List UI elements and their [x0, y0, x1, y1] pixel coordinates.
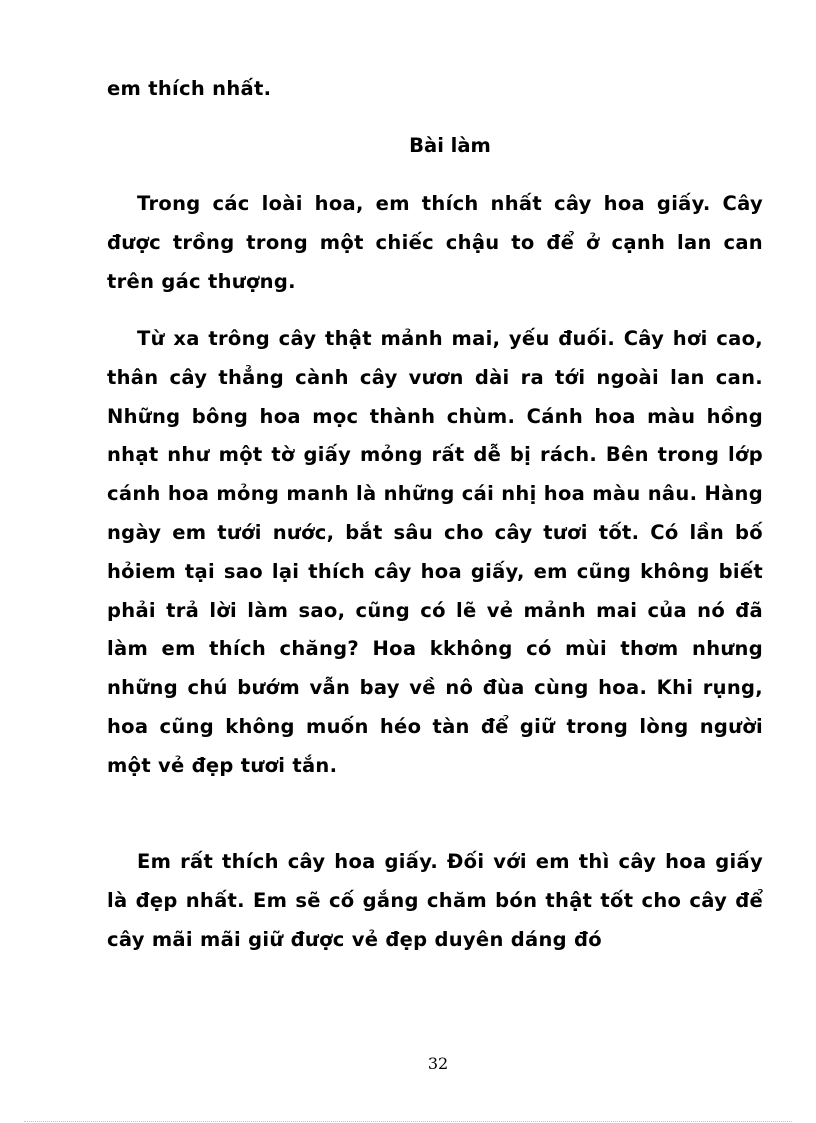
footer-divider — [24, 1121, 792, 1122]
essay-heading: Bài làm — [409, 134, 491, 157]
intro-line: em thích nhất. — [107, 77, 272, 100]
paragraph-3: Em rất thích cây hoa giấy. Đối với em thì cây hoa giấy là đẹp nhất. Em sẽ cố gắng chăm bón thật tốt cho cây để cây mãi mãi giữ được vẻ đẹp duyên dáng đó — [107, 850, 763, 951]
paragraph-2: Từ xa trông cây thật mảnh mai, yếu đuối. Cây hơi cao, thân cây thẳng cành cây vươn dài ra tới ngoài lan can. Những bông hoa mọc thành chùm. Cánh hoa màu hồng nhạt như một tờ giấy mỏng rất dễ bị rách. Bên trong lớp cánh hoa mỏng manh là những cái nhị hoa màu nâu. Hàng ngày em tưới nước, bắt sâu cho cây tươi tốt. Có lần bố hỏiem tại sao lại thích cây hoa giấy, em cũng không biết phải trả lời làm sao, cũng có lẽ vẻ mảnh mai của nó đã làm em thích chăng? Hoa kkhông có mùi thơm nhưng những chú bướm vẫn bay về nô đùa cùng hoa. Khi rụng, hoa cũng không muốn héo tàn để giữ trong lòng người một vẻ đẹp tươi tắn. — [107, 327, 763, 777]
page-number: 32 — [427, 1054, 449, 1073]
paragraph-1: Trong các loài hoa, em thích nhất cây hoa giấy. Cây được trồng trong một chiếc chậu to để ở cạnh lan can trên gác thượng. — [107, 192, 763, 293]
